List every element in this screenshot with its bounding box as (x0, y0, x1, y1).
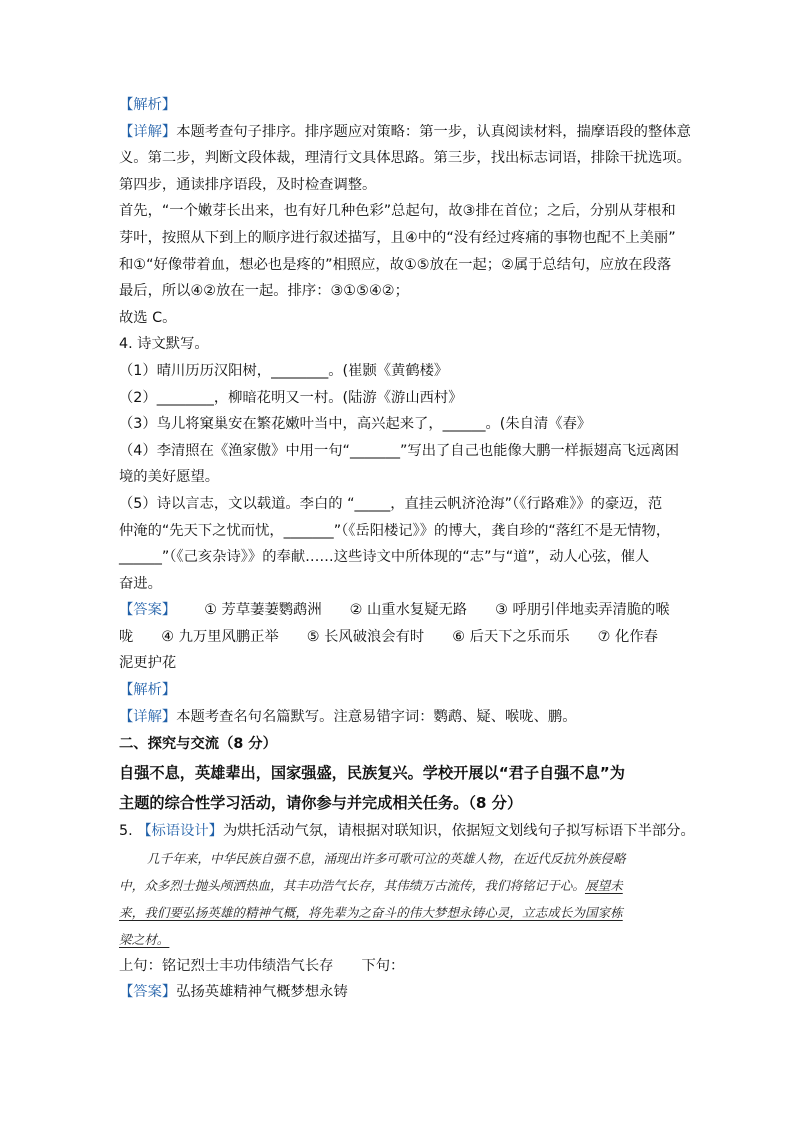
explanation-line (119, 119, 691, 146)
underlined-sentence: 来，我们要弘扬英雄的精神气概，将先辈为之奋斗的伟大梦想永铸心灵，立志成长为国家栋 (119, 904, 623, 920)
answer-item: ⑤ 长风破浪会有时 (306, 628, 425, 645)
answer-item: ④ 九万里风鹏正举 (161, 628, 279, 645)
question-number: 5. (119, 823, 138, 840)
section-intro: 主题的综合性学习活动，请你参与并完成相关任务。（8 分） (119, 794, 523, 813)
explanation-line: 芽叶，按照从下到上的顺序进行叙述描写，且④中的“没有经过疼痛的事物也配不上美丽” (119, 229, 676, 246)
detail-label: 【详解】 (119, 708, 177, 725)
question-4-title: 4. 诗文默写。 (119, 336, 209, 353)
answer-line: 泥更护花 (119, 655, 177, 672)
explanation-line: 最后，所以④②放在一起。排序：③①⑤④②； (119, 283, 409, 300)
analysis-label: 【解析】 (119, 97, 177, 113)
answer-text: 弘扬英雄精神气概梦想永铸 (176, 984, 348, 1001)
answer-line (119, 979, 679, 1006)
answer-item: ⑦ 化作春 (597, 628, 658, 645)
question-text: 为烘托活动气氛，请根据对联知识，依据短文划线句子拟写标语下半部分。 (222, 823, 695, 840)
answer-item: ① 芳草萋萋鹦鹉洲 (204, 602, 322, 619)
conclusion-line: 故选 C。 (119, 309, 177, 326)
answer-line (119, 597, 679, 624)
lower-label: 下句： (361, 957, 405, 974)
answer-item: ⑥ 后天下之乐而乐 (452, 628, 570, 645)
section-heading: 二、探究与交流（8 分） (119, 736, 277, 753)
upper-couplet: 铭记烈士丰功伟绩浩气长存 (161, 957, 334, 974)
upper-label: 上句： (119, 957, 162, 974)
material-line (119, 872, 679, 899)
question-4-item: （5）诗以言志，文以载道。李白的 “_____，直挂云帆济沧海”（《行路难》》的豪迈，范 (119, 495, 663, 512)
underlined-sentence: 梁之材。 (119, 931, 170, 947)
explanation-line: 首先，“一个嫩芽长出来，也有好几种色彩”总起句，故③排在首位；之后，分别从芽根和 (119, 203, 676, 220)
question-4-item: 境的美好愿望。 (119, 469, 220, 486)
material-text: 中，众多烈士抛头颅洒热血，其丰功浩气长存，其伟绩万古流传，我们将铭记于心。 (119, 877, 585, 893)
answer-item: 咙 (119, 628, 134, 645)
explanation-line: 第四步，通读排序语段，及时检查调整。 (119, 176, 377, 193)
explanation-text: 本题考查句子排序。排序题应对策略：第一步，认真阅读材料，揣摩语段的整体意 (176, 123, 691, 140)
section-intro: 自强不息，英雄辈出，国家强盛，民族复兴。学校开展以“君子自强不息”为 (119, 764, 625, 783)
explanation-text: 本题考查名句名篇默写。注意易错字词：鹦鹉、疑、喉咙、鹏。 (176, 708, 577, 725)
question-4-item: （3）鸟儿将窠巢安在繁花嫩叶当中，高兴起来了，______。(朱自清《春》 (119, 416, 592, 433)
question-4-item: （2）________，柳暗花明又一村。(陆游《游山西村》 (119, 389, 463, 406)
document-page (119, 92, 695, 1006)
couplet-line (119, 953, 679, 980)
explanation-line: 和①“好像带着血，想必也是疼的”相照应，故①⑤放在一起；②属于总结句，应放在段落 (119, 256, 672, 273)
question-4-item: 仲淹的“先天下之忧而忧，_______”（《岳阳楼记》》的博大，龚自珍的“落红不是无情物， (119, 522, 671, 539)
answer-line (119, 624, 679, 651)
question-4-item: 奋进。 (119, 575, 162, 592)
explanation-line: 义。第二步，判断文段体裁，理清行文具体思路。第三步，找出标志词语，排除干扰选项。 (119, 150, 691, 167)
analysis-label: 【解析】 (119, 682, 177, 699)
question-4-item: （1）晴川历历汉阳树，________。(崔颢《黄鹤楼》 (119, 362, 449, 379)
question-4-item: （4）李清照在《渔家傲》中用一句“_______”写出了自己也能像大鹏一样振翅高飞远离困 (119, 442, 680, 459)
answer-item: ② 山重水复疑无路 (349, 602, 468, 619)
detail-label: 【详解】 (119, 123, 177, 140)
question-5-prompt (119, 818, 695, 845)
question-4-item: ______”（《己亥杂诗》》的奉献……这些诗文中所体现的“志”与“道”，动人心弦，催人 (119, 549, 650, 566)
explanation-line (119, 704, 679, 731)
answer-label: 【答案】 (119, 984, 177, 1001)
slogan-design-label: 【标语设计】 (137, 823, 223, 840)
answer-label: 【答案】 (119, 602, 177, 619)
material-line: 几千年来，中华民族自强不息，涌现出许多可歌可泣的英雄人物，在近代反抗外族侵略 (147, 850, 626, 866)
underlined-sentence: 展望未 (584, 877, 623, 893)
answer-item: ③ 呼朋引伴地卖弄清脆的喉 (495, 602, 670, 619)
